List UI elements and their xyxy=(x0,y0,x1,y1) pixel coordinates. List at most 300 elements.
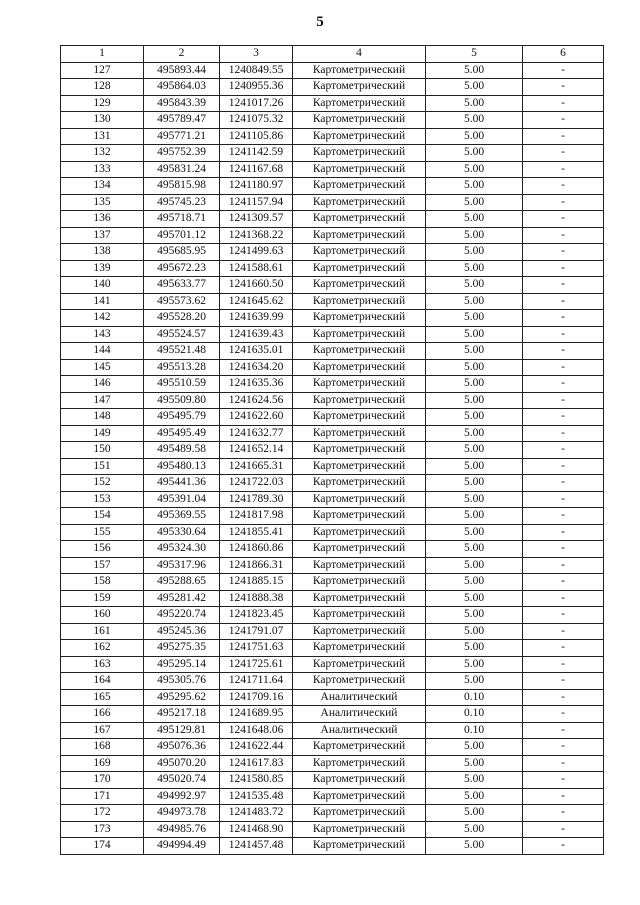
x-coordinate-cell: 495330.64 xyxy=(144,524,220,541)
accuracy-cell: 5.00 xyxy=(426,326,523,343)
point-number-cell: 173 xyxy=(61,821,144,838)
column-header: 6 xyxy=(523,46,604,63)
method-cell: Картометрический xyxy=(293,178,426,195)
note-cell: - xyxy=(523,145,604,162)
point-number-cell: 170 xyxy=(61,772,144,789)
table-row xyxy=(61,343,604,360)
table-row xyxy=(61,244,604,261)
method-cell: Картометрический xyxy=(293,359,426,376)
note-cell: - xyxy=(523,739,604,756)
accuracy-cell: 5.00 xyxy=(426,211,523,228)
note-cell: - xyxy=(523,607,604,624)
method-cell: Картометрический xyxy=(293,293,426,310)
point-number-cell: 156 xyxy=(61,541,144,558)
table-row xyxy=(61,821,604,838)
accuracy-cell: 5.00 xyxy=(426,475,523,492)
table-row xyxy=(61,293,604,310)
note-cell: - xyxy=(523,194,604,211)
point-number-cell: 143 xyxy=(61,326,144,343)
accuracy-cell: 5.00 xyxy=(426,112,523,129)
x-coordinate-cell: 495685.95 xyxy=(144,244,220,261)
point-number-cell: 163 xyxy=(61,656,144,673)
method-cell: Картометрический xyxy=(293,772,426,789)
x-coordinate-cell: 495831.24 xyxy=(144,161,220,178)
y-coordinate-cell: 1241368.22 xyxy=(220,227,293,244)
y-coordinate-cell: 1241689.95 xyxy=(220,706,293,723)
method-cell: Картометрический xyxy=(293,376,426,393)
y-coordinate-cell: 1241789.30 xyxy=(220,491,293,508)
table-row xyxy=(61,392,604,409)
accuracy-cell: 5.00 xyxy=(426,95,523,112)
y-coordinate-cell: 1241751.63 xyxy=(220,640,293,657)
method-cell: Картометрический xyxy=(293,409,426,426)
y-coordinate-cell: 1241648.06 xyxy=(220,722,293,739)
y-coordinate-cell: 1241855.41 xyxy=(220,524,293,541)
accuracy-cell: 5.00 xyxy=(426,62,523,79)
note-cell: - xyxy=(523,310,604,327)
table-row xyxy=(61,805,604,822)
method-cell: Картометрический xyxy=(293,211,426,228)
x-coordinate-cell: 495020.74 xyxy=(144,772,220,789)
y-coordinate-cell: 1241709.16 xyxy=(220,689,293,706)
y-coordinate-cell: 1241866.31 xyxy=(220,557,293,574)
table-row xyxy=(61,541,604,558)
page-number: 5 xyxy=(316,14,324,30)
point-number-cell: 140 xyxy=(61,277,144,294)
accuracy-cell: 5.00 xyxy=(426,739,523,756)
x-coordinate-cell: 495701.12 xyxy=(144,227,220,244)
table-row xyxy=(61,310,604,327)
x-coordinate-cell: 495317.96 xyxy=(144,557,220,574)
table-row xyxy=(61,161,604,178)
column-header: 2 xyxy=(144,46,220,63)
y-coordinate-cell: 1241823.45 xyxy=(220,607,293,624)
note-cell: - xyxy=(523,376,604,393)
accuracy-cell: 5.00 xyxy=(426,277,523,294)
point-number-cell: 127 xyxy=(61,62,144,79)
accuracy-cell: 0.10 xyxy=(426,706,523,723)
table-row xyxy=(61,178,604,195)
accuracy-cell: 5.00 xyxy=(426,656,523,673)
x-coordinate-cell: 495752.39 xyxy=(144,145,220,162)
table-row xyxy=(61,95,604,112)
table-row xyxy=(61,557,604,574)
note-cell: - xyxy=(523,788,604,805)
note-cell: - xyxy=(523,343,604,360)
method-cell: Картометрический xyxy=(293,326,426,343)
y-coordinate-cell: 1241624.56 xyxy=(220,392,293,409)
table-row xyxy=(61,277,604,294)
accuracy-cell: 0.10 xyxy=(426,689,523,706)
x-coordinate-cell: 495771.21 xyxy=(144,128,220,145)
method-cell: Картометрический xyxy=(293,310,426,327)
accuracy-cell: 5.00 xyxy=(426,145,523,162)
note-cell: - xyxy=(523,475,604,492)
accuracy-cell: 5.00 xyxy=(426,376,523,393)
accuracy-cell: 5.00 xyxy=(426,788,523,805)
table-row xyxy=(61,508,604,525)
x-coordinate-cell: 494973.78 xyxy=(144,805,220,822)
point-number-cell: 161 xyxy=(61,623,144,640)
method-cell: Аналитический xyxy=(293,689,426,706)
method-cell: Картометрический xyxy=(293,788,426,805)
point-number-cell: 147 xyxy=(61,392,144,409)
y-coordinate-cell: 1241711.64 xyxy=(220,673,293,690)
method-cell: Картометрический xyxy=(293,524,426,541)
x-coordinate-cell: 494992.97 xyxy=(144,788,220,805)
accuracy-cell: 5.00 xyxy=(426,128,523,145)
point-number-cell: 151 xyxy=(61,458,144,475)
note-cell: - xyxy=(523,227,604,244)
y-coordinate-cell: 1241617.83 xyxy=(220,755,293,772)
table-row xyxy=(61,772,604,789)
y-coordinate-cell: 1241665.31 xyxy=(220,458,293,475)
y-coordinate-cell: 1241635.36 xyxy=(220,376,293,393)
note-cell: - xyxy=(523,326,604,343)
accuracy-cell: 5.00 xyxy=(426,805,523,822)
x-coordinate-cell: 495295.14 xyxy=(144,656,220,673)
point-number-cell: 142 xyxy=(61,310,144,327)
method-cell: Картометрический xyxy=(293,838,426,855)
accuracy-cell: 5.00 xyxy=(426,244,523,261)
x-coordinate-cell: 495305.76 xyxy=(144,673,220,690)
y-coordinate-cell: 1241725.61 xyxy=(220,656,293,673)
y-coordinate-cell: 1241075.32 xyxy=(220,112,293,129)
point-number-cell: 128 xyxy=(61,79,144,96)
accuracy-cell: 5.00 xyxy=(426,359,523,376)
point-number-cell: 139 xyxy=(61,260,144,277)
y-coordinate-cell: 1241635.01 xyxy=(220,343,293,360)
y-coordinate-cell: 1241483.72 xyxy=(220,805,293,822)
point-number-cell: 141 xyxy=(61,293,144,310)
table-row xyxy=(61,145,604,162)
x-coordinate-cell: 495524.57 xyxy=(144,326,220,343)
method-cell: Аналитический xyxy=(293,722,426,739)
method-cell: Картометрический xyxy=(293,739,426,756)
point-number-cell: 153 xyxy=(61,491,144,508)
x-coordinate-cell: 495076.36 xyxy=(144,739,220,756)
note-cell: - xyxy=(523,673,604,690)
point-number-cell: 138 xyxy=(61,244,144,261)
x-coordinate-cell: 495521.48 xyxy=(144,343,220,360)
y-coordinate-cell: 1241660.50 xyxy=(220,277,293,294)
table-row xyxy=(61,112,604,129)
y-coordinate-cell: 1241180.97 xyxy=(220,178,293,195)
table-row xyxy=(61,689,604,706)
y-coordinate-cell: 1241622.44 xyxy=(220,739,293,756)
table-row xyxy=(61,755,604,772)
table-row xyxy=(61,623,604,640)
note-cell: - xyxy=(523,128,604,145)
note-cell: - xyxy=(523,244,604,261)
method-cell: Картометрический xyxy=(293,458,426,475)
method-cell: Картометрический xyxy=(293,161,426,178)
point-number-cell: 162 xyxy=(61,640,144,657)
point-number-cell: 169 xyxy=(61,755,144,772)
accuracy-cell: 5.00 xyxy=(426,260,523,277)
method-cell: Картометрический xyxy=(293,145,426,162)
x-coordinate-cell: 495815.98 xyxy=(144,178,220,195)
method-cell: Картометрический xyxy=(293,112,426,129)
x-coordinate-cell: 495513.28 xyxy=(144,359,220,376)
point-number-cell: 150 xyxy=(61,442,144,459)
note-cell: - xyxy=(523,689,604,706)
accuracy-cell: 5.00 xyxy=(426,343,523,360)
note-cell: - xyxy=(523,277,604,294)
note-cell: - xyxy=(523,409,604,426)
point-number-cell: 160 xyxy=(61,607,144,624)
note-cell: - xyxy=(523,821,604,838)
point-number-cell: 155 xyxy=(61,524,144,541)
y-coordinate-cell: 1241817.98 xyxy=(220,508,293,525)
table-row xyxy=(61,524,604,541)
x-coordinate-cell: 495295.62 xyxy=(144,689,220,706)
point-number-cell: 144 xyxy=(61,343,144,360)
note-cell: - xyxy=(523,178,604,195)
x-coordinate-cell: 495220.74 xyxy=(144,607,220,624)
y-coordinate-cell: 1241791.07 xyxy=(220,623,293,640)
method-cell: Картометрический xyxy=(293,194,426,211)
x-coordinate-cell: 495288.65 xyxy=(144,574,220,591)
x-coordinate-cell: 495495.49 xyxy=(144,425,220,442)
table-row xyxy=(61,673,604,690)
method-cell: Картометрический xyxy=(293,442,426,459)
x-coordinate-cell: 495369.55 xyxy=(144,508,220,525)
note-cell: - xyxy=(523,425,604,442)
table-header-row xyxy=(61,46,604,63)
x-coordinate-cell: 495789.47 xyxy=(144,112,220,129)
accuracy-cell: 5.00 xyxy=(426,838,523,855)
y-coordinate-cell: 1241017.26 xyxy=(220,95,293,112)
y-coordinate-cell: 1241860.86 xyxy=(220,541,293,558)
x-coordinate-cell: 495509.80 xyxy=(144,392,220,409)
accuracy-cell: 5.00 xyxy=(426,458,523,475)
column-header: 1 xyxy=(61,46,144,63)
point-number-cell: 149 xyxy=(61,425,144,442)
accuracy-cell: 5.00 xyxy=(426,623,523,640)
accuracy-cell: 5.00 xyxy=(426,508,523,525)
x-coordinate-cell: 495480.13 xyxy=(144,458,220,475)
table-row xyxy=(61,607,604,624)
note-cell: - xyxy=(523,491,604,508)
accuracy-cell: 5.00 xyxy=(426,557,523,574)
point-number-cell: 131 xyxy=(61,128,144,145)
method-cell: Картометрический xyxy=(293,557,426,574)
accuracy-cell: 5.00 xyxy=(426,392,523,409)
note-cell: - xyxy=(523,755,604,772)
table-row xyxy=(61,260,604,277)
method-cell: Картометрический xyxy=(293,95,426,112)
accuracy-cell: 5.00 xyxy=(426,442,523,459)
note-cell: - xyxy=(523,574,604,591)
point-number-cell: 157 xyxy=(61,557,144,574)
accuracy-cell: 5.00 xyxy=(426,607,523,624)
note-cell: - xyxy=(523,772,604,789)
point-number-cell: 148 xyxy=(61,409,144,426)
point-number-cell: 154 xyxy=(61,508,144,525)
table-body xyxy=(61,62,604,854)
method-cell: Картометрический xyxy=(293,574,426,591)
method-cell: Картометрический xyxy=(293,590,426,607)
method-cell: Картометрический xyxy=(293,607,426,624)
table-row xyxy=(61,425,604,442)
x-coordinate-cell: 495217.18 xyxy=(144,706,220,723)
note-cell: - xyxy=(523,623,604,640)
y-coordinate-cell: 1241580.85 xyxy=(220,772,293,789)
accuracy-cell: 5.00 xyxy=(426,673,523,690)
y-coordinate-cell: 1241632.77 xyxy=(220,425,293,442)
point-number-cell: 167 xyxy=(61,722,144,739)
x-coordinate-cell: 495672.23 xyxy=(144,260,220,277)
y-coordinate-cell: 1241309.57 xyxy=(220,211,293,228)
note-cell: - xyxy=(523,640,604,657)
table-row xyxy=(61,326,604,343)
accuracy-cell: 5.00 xyxy=(426,161,523,178)
x-coordinate-cell: 495441.36 xyxy=(144,475,220,492)
x-coordinate-cell: 495633.77 xyxy=(144,277,220,294)
note-cell: - xyxy=(523,392,604,409)
method-cell: Картометрический xyxy=(293,62,426,79)
note-cell: - xyxy=(523,359,604,376)
method-cell: Картометрический xyxy=(293,392,426,409)
table-row xyxy=(61,376,604,393)
column-header: 5 xyxy=(426,46,523,63)
accuracy-cell: 5.00 xyxy=(426,409,523,426)
note-cell: - xyxy=(523,508,604,525)
point-number-cell: 164 xyxy=(61,673,144,690)
point-number-cell: 137 xyxy=(61,227,144,244)
x-coordinate-cell: 495275.35 xyxy=(144,640,220,657)
table-row xyxy=(61,458,604,475)
y-coordinate-cell: 1241588.61 xyxy=(220,260,293,277)
table-row xyxy=(61,128,604,145)
y-coordinate-cell: 1241535.48 xyxy=(220,788,293,805)
table-row xyxy=(61,838,604,855)
method-cell: Картометрический xyxy=(293,755,426,772)
table-row xyxy=(61,656,604,673)
table-row xyxy=(61,574,604,591)
point-number-cell: 168 xyxy=(61,739,144,756)
note-cell: - xyxy=(523,656,604,673)
point-number-cell: 129 xyxy=(61,95,144,112)
note-cell: - xyxy=(523,838,604,855)
table-row xyxy=(61,706,604,723)
x-coordinate-cell: 495718.71 xyxy=(144,211,220,228)
method-cell: Картометрический xyxy=(293,343,426,360)
accuracy-cell: 5.00 xyxy=(426,524,523,541)
note-cell: - xyxy=(523,442,604,459)
accuracy-cell: 5.00 xyxy=(426,425,523,442)
y-coordinate-cell: 1241639.43 xyxy=(220,326,293,343)
accuracy-cell: 5.00 xyxy=(426,772,523,789)
x-coordinate-cell: 495495.79 xyxy=(144,409,220,426)
y-coordinate-cell: 1241634.20 xyxy=(220,359,293,376)
y-coordinate-cell: 1241142.59 xyxy=(220,145,293,162)
method-cell: Картометрический xyxy=(293,640,426,657)
note-cell: - xyxy=(523,541,604,558)
point-number-cell: 165 xyxy=(61,689,144,706)
note-cell: - xyxy=(523,293,604,310)
accuracy-cell: 5.00 xyxy=(426,821,523,838)
x-coordinate-cell: 495528.20 xyxy=(144,310,220,327)
x-coordinate-cell: 495573.62 xyxy=(144,293,220,310)
accuracy-cell: 5.00 xyxy=(426,574,523,591)
accuracy-cell: 5.00 xyxy=(426,79,523,96)
method-cell: Картометрический xyxy=(293,277,426,294)
note-cell: - xyxy=(523,95,604,112)
coordinates-table xyxy=(60,45,604,855)
x-coordinate-cell: 495745.23 xyxy=(144,194,220,211)
accuracy-cell: 5.00 xyxy=(426,310,523,327)
note-cell: - xyxy=(523,62,604,79)
table-row xyxy=(61,491,604,508)
method-cell: Картометрический xyxy=(293,425,426,442)
x-coordinate-cell: 495324.30 xyxy=(144,541,220,558)
note-cell: - xyxy=(523,722,604,739)
x-coordinate-cell: 495843.39 xyxy=(144,95,220,112)
point-number-cell: 146 xyxy=(61,376,144,393)
x-coordinate-cell: 494994.49 xyxy=(144,838,220,855)
method-cell: Картометрический xyxy=(293,821,426,838)
accuracy-cell: 5.00 xyxy=(426,194,523,211)
x-coordinate-cell: 495864.03 xyxy=(144,79,220,96)
point-number-cell: 145 xyxy=(61,359,144,376)
method-cell: Картометрический xyxy=(293,673,426,690)
y-coordinate-cell: 1241639.99 xyxy=(220,310,293,327)
x-coordinate-cell: 495281.42 xyxy=(144,590,220,607)
table-row xyxy=(61,211,604,228)
column-header: 4 xyxy=(293,46,426,63)
point-number-cell: 130 xyxy=(61,112,144,129)
table-row xyxy=(61,227,604,244)
y-coordinate-cell: 1241105.86 xyxy=(220,128,293,145)
point-number-cell: 174 xyxy=(61,838,144,855)
note-cell: - xyxy=(523,706,604,723)
point-number-cell: 136 xyxy=(61,211,144,228)
point-number-cell: 172 xyxy=(61,805,144,822)
table-row xyxy=(61,788,604,805)
accuracy-cell: 5.00 xyxy=(426,491,523,508)
note-cell: - xyxy=(523,524,604,541)
point-number-cell: 133 xyxy=(61,161,144,178)
y-coordinate-cell: 1241888.38 xyxy=(220,590,293,607)
table-row xyxy=(61,409,604,426)
accuracy-cell: 5.00 xyxy=(426,541,523,558)
y-coordinate-cell: 1241157.94 xyxy=(220,194,293,211)
x-coordinate-cell: 495893.44 xyxy=(144,62,220,79)
point-number-cell: 135 xyxy=(61,194,144,211)
note-cell: - xyxy=(523,805,604,822)
y-coordinate-cell: 1241722.03 xyxy=(220,475,293,492)
method-cell: Картометрический xyxy=(293,656,426,673)
point-number-cell: 171 xyxy=(61,788,144,805)
table-row xyxy=(61,359,604,376)
table-row xyxy=(61,79,604,96)
accuracy-cell: 5.00 xyxy=(426,640,523,657)
table-row xyxy=(61,62,604,79)
accuracy-cell: 0.10 xyxy=(426,722,523,739)
table-row xyxy=(61,194,604,211)
table-row xyxy=(61,722,604,739)
table-row xyxy=(61,590,604,607)
method-cell: Картометрический xyxy=(293,79,426,96)
y-coordinate-cell: 1241457.48 xyxy=(220,838,293,855)
point-number-cell: 159 xyxy=(61,590,144,607)
point-number-cell: 166 xyxy=(61,706,144,723)
note-cell: - xyxy=(523,112,604,129)
y-coordinate-cell: 1241885.15 xyxy=(220,574,293,591)
note-cell: - xyxy=(523,458,604,475)
